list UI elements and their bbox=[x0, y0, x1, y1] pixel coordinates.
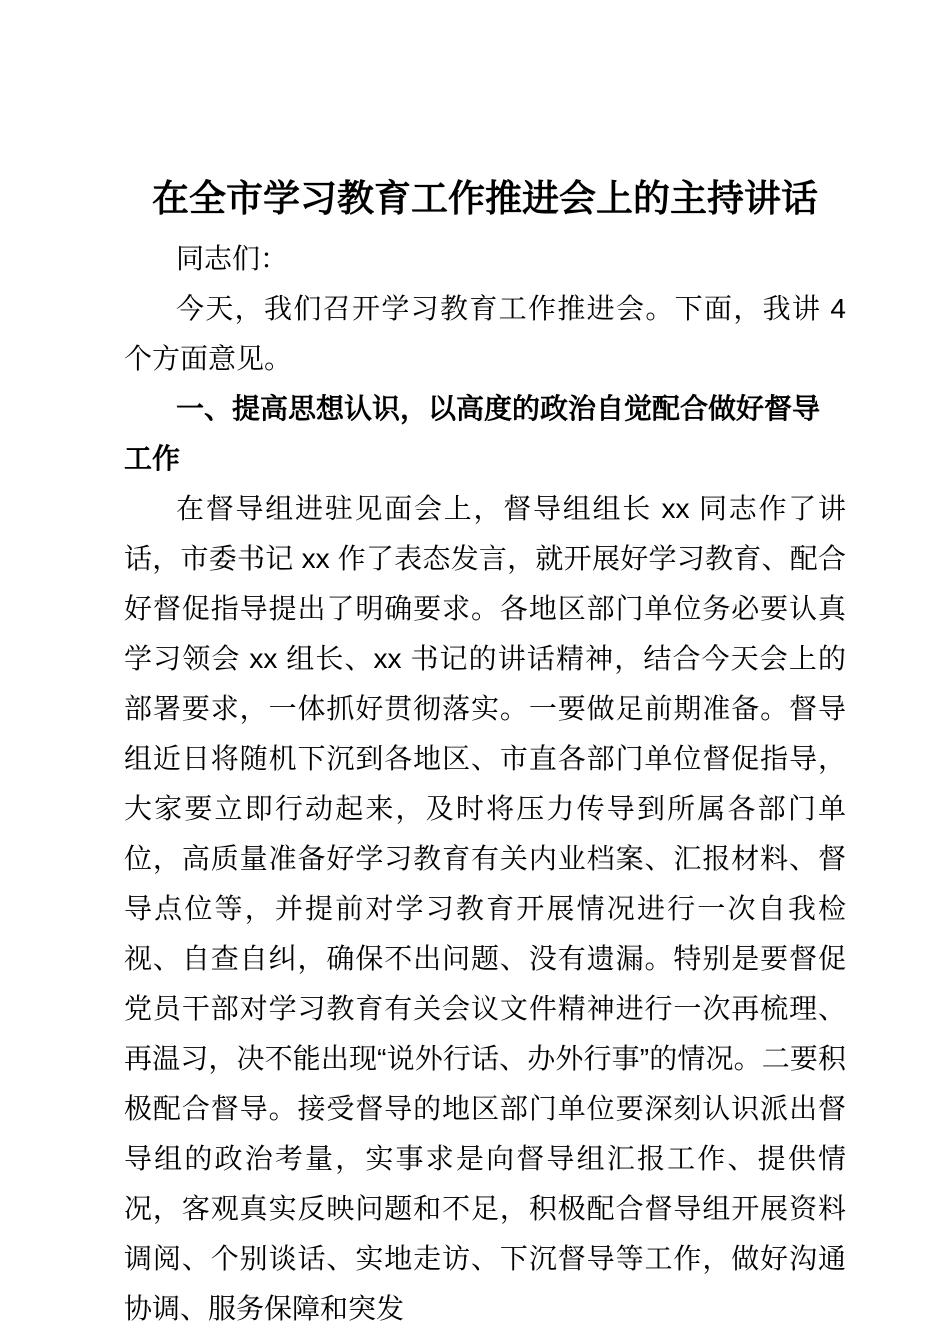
salutation: 同志们： bbox=[176, 243, 289, 274]
intro-paragraph: 今天，我们召开学习教育工作推进会。下面，我讲 4 个方面意见。 bbox=[124, 293, 846, 374]
section-heading: 一、提高思想认识，以高度的政治自觉配合做好督导工作 bbox=[124, 393, 821, 474]
document-title: 在全市学习教育工作推进会上的主持讲话 bbox=[152, 178, 818, 219]
section-body-paragraph: 在督导组进驻见面会上，督导组组长 xx 同志作了讲话，市委书记 xx 作了表态发言，就开展好学习教育、配合好督促指导提出了明确要求。各地区部门单位务必要认真学习领会 xx 组长、xx 书记的讲话精神，结合今天会上的部署要求，一体抓好贯彻落实。一要做足前期准备。督导组近日将随机下沉到各地区、市直各部门单位督促指导，大家要立即行动起来，及时将压力传导到所属各部门单位，高质量准备好学习教育有关内业档案、汇报材料、督导点位等，并提前对学习教育开展情况进行一次自我检视、自查自纠，确保不出问题、没有遗漏。特别是要督促党员干部对学习教育有关会议文件精神进行一次再梳理、再温习，决不能出现“说外行话、办外行事”的情况。二要积极配合督导。接受督导的地区部门单位要深刻认识派出督导组的政治考量，实事求是向督导组汇报工作、提供情况，客观真实反映问题和不足，积极配合督导组开展资料调阅、个别谈话、实地走访、下沉督导等工作，做好沟通协调、服务保障和突发 bbox=[124, 493, 846, 1324]
